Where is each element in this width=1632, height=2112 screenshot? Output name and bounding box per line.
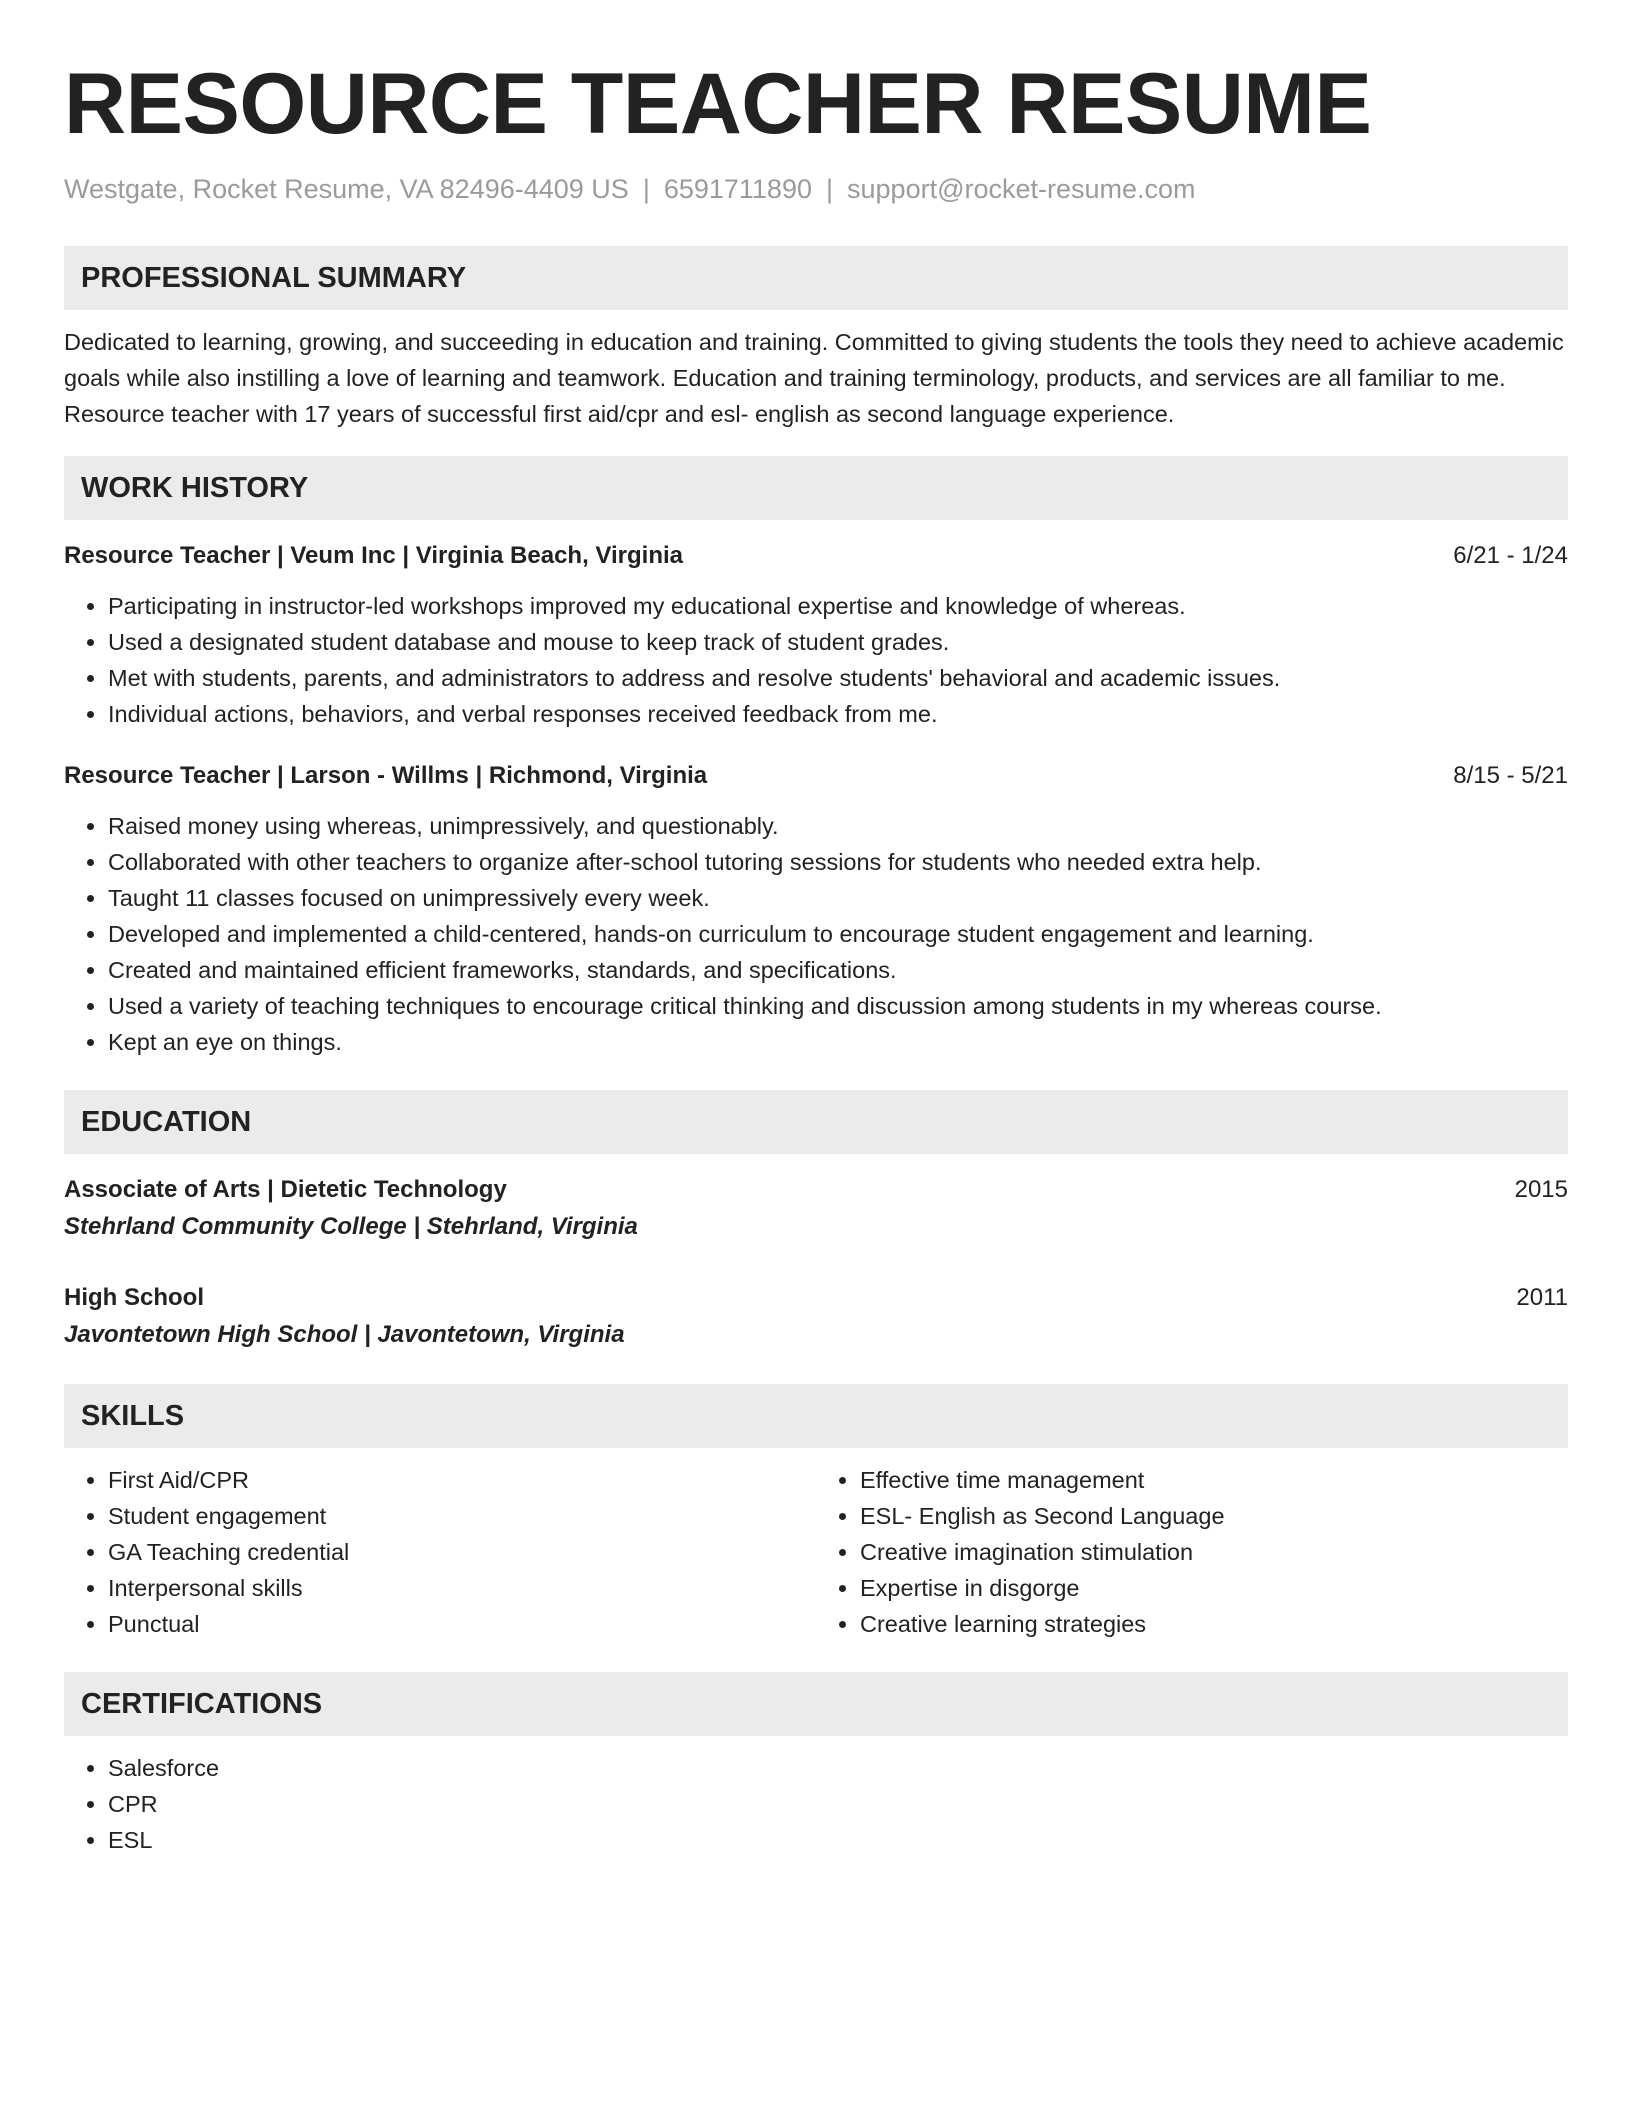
job-bullet: • Developed and implemented a child-centered, hands-on curriculum to encourage student engagement and learning.: [108, 916, 1568, 952]
certifications-list: [64, 1750, 1568, 1858]
skill-item: • Student engagement: [108, 1498, 816, 1534]
skill-item: • Creative learning strategies: [860, 1606, 1568, 1642]
job-dates: 8/15 - 5/21: [1453, 762, 1568, 789]
skills-left-column: [64, 1462, 816, 1642]
job-bullet: • Used a designated student database and mouse to keep track of student grades.: [108, 624, 1568, 660]
job-entry: [64, 758, 1568, 1060]
skills-right-column: [816, 1462, 1568, 1642]
contact-line: [64, 170, 1568, 208]
certification-item: • ESL: [108, 1822, 1568, 1858]
job-bullet: • Raised money using whereas, unimpressively, and questionably.: [108, 808, 1568, 844]
education-header: [64, 1280, 1568, 1316]
contact-email: support@rocket-resume.com: [847, 174, 1196, 204]
skill-item: • Creative imagination stimulation: [860, 1534, 1568, 1570]
skill-item: • Interpersonal skills: [108, 1570, 816, 1606]
job-entry: [64, 538, 1568, 732]
education-entry: [64, 1172, 1568, 1246]
job-bullet: • Created and maintained efficient frameworks, standards, and specifications.: [108, 952, 1568, 988]
summary-text: Dedicated to learning, growing, and succeeding in education and training. Committed to giving students the tools they need to achieve academic goals while also instilling a love of learning and teamwork. Education and training terminology, products, and services are all familiar to me. Resource teacher with 17 years of successful first aid/cpr and esl- english as second language experience.: [64, 329, 1564, 427]
contact-address: Westgate, Rocket Resume, VA 82496-4409 US: [64, 174, 629, 204]
work-history-section: [64, 456, 1568, 1060]
job-title: Resource Teacher | Veum Inc | Virginia Beach, Virginia: [64, 542, 684, 569]
skills-heading: SKILLS: [64, 1384, 1568, 1448]
work-history-heading: WORK HISTORY: [64, 456, 1568, 520]
job-bullets: [64, 808, 1568, 1060]
summary-heading: PROFESSIONAL SUMMARY: [64, 246, 1568, 310]
job-bullet: • Individual actions, behaviors, and verbal responses received feedback from me.: [108, 696, 1568, 732]
certification-item: • CPR: [108, 1786, 1568, 1822]
skill-item: • Expertise in disgorge: [860, 1570, 1568, 1606]
education-entry: [64, 1280, 1568, 1354]
education-degree: High School: [64, 1284, 204, 1311]
education-degree: Associate of Arts | Dietetic Technology: [64, 1176, 507, 1203]
education-school: Stehrland Community College | Stehrland, Virginia: [64, 1213, 638, 1240]
job-bullet: • Collaborated with other teachers to organize after-school tutoring sessions for students who needed extra help.: [108, 844, 1568, 880]
job-bullet: • Met with students, parents, and administrators to address and resolve students' behavioral and academic issues.: [108, 660, 1568, 696]
education-header: [64, 1172, 1568, 1208]
education-year: 2015: [1514, 1176, 1568, 1203]
job-bullet: • Taught 11 classes focused on unimpressively every week.: [108, 880, 1568, 916]
job-header: [64, 538, 1568, 574]
contact-phone: 6591711890: [663, 174, 812, 204]
job-bullets: [64, 588, 1568, 732]
job-bullet: • Participating in instructor-led workshops improved my educational expertise and knowledge of whereas.: [108, 588, 1568, 624]
skills-columns: [64, 1462, 1568, 1642]
education-school: Javontetown High School | Javontetown, Virginia: [64, 1321, 625, 1348]
job-title: Resource Teacher | Larson - Willms | Richmond, Virginia: [64, 762, 708, 789]
education-section: [64, 1090, 1568, 1354]
skill-item: • First Aid/CPR: [108, 1462, 816, 1498]
skill-item: • Punctual: [108, 1606, 816, 1642]
summary-section: [64, 246, 1568, 432]
education-heading: EDUCATION: [64, 1090, 1568, 1154]
skill-item: • ESL- English as Second Language: [860, 1498, 1568, 1534]
job-bullet: • Used a variety of teaching techniques to encourage critical thinking and discussion among students in my whereas course.: [108, 988, 1568, 1024]
resume-title: RESOURCE TEACHER RESUME: [64, 56, 1372, 152]
certifications-heading: CERTIFICATIONS: [64, 1672, 1568, 1736]
job-bullet: • Kept an eye on things.: [108, 1024, 1568, 1060]
skill-item: • Effective time management: [860, 1462, 1568, 1498]
skill-item: • GA Teaching credential: [108, 1534, 816, 1570]
certification-item: • Salesforce: [108, 1750, 1568, 1786]
contact-separator: |: [826, 174, 834, 204]
skills-section: [64, 1384, 1568, 1642]
contact-separator: |: [642, 174, 650, 204]
job-dates: 6/21 - 1/24: [1453, 542, 1568, 569]
job-header: [64, 758, 1568, 794]
education-year: 2011: [1516, 1284, 1568, 1311]
certifications-section: [64, 1672, 1568, 1858]
